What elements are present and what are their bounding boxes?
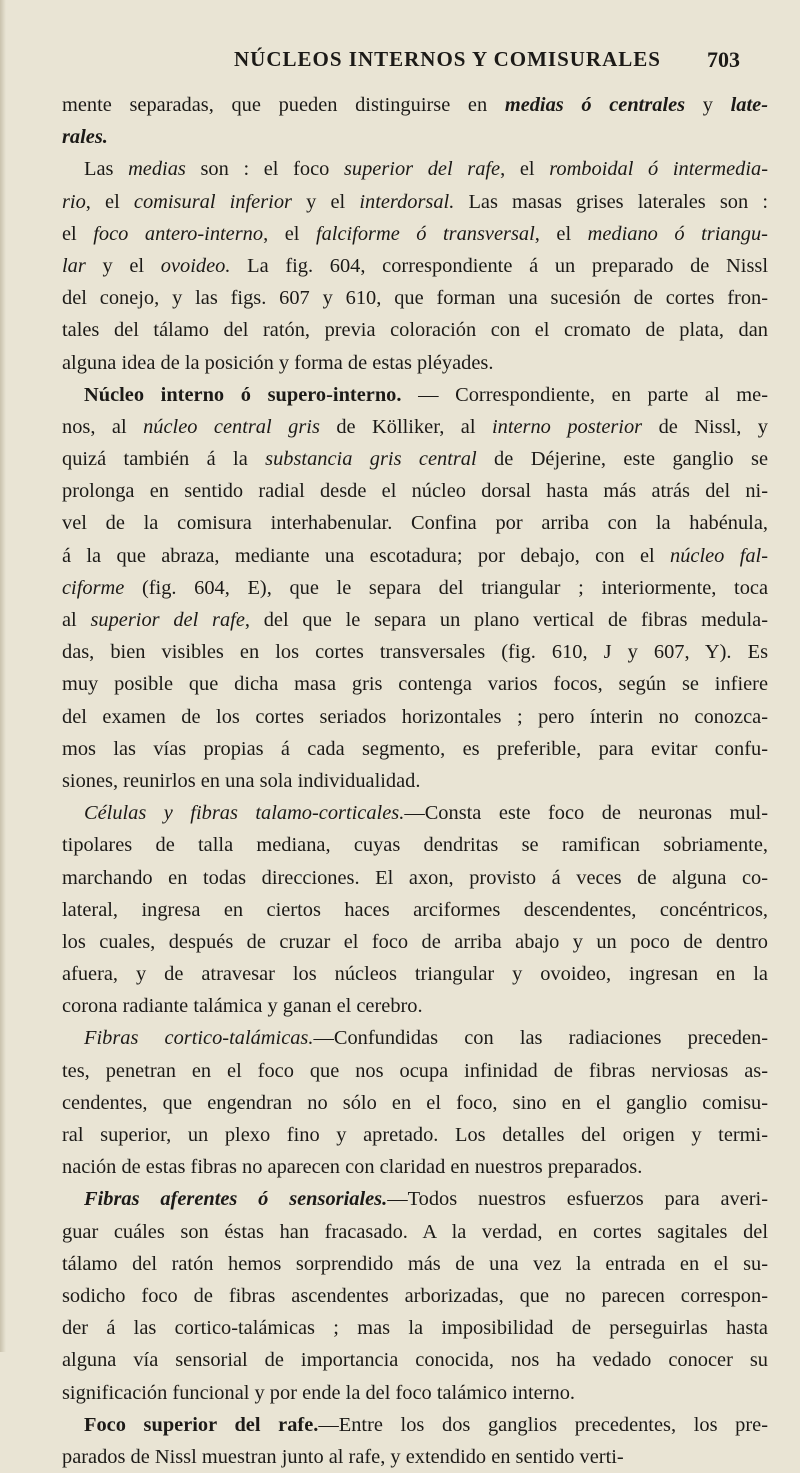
- text-run: cendentes, que engendran no sólo en el foco, sino en el ganglio comisu-: [62, 1091, 768, 1114]
- italic-run: ciforme: [62, 576, 125, 599]
- text-run: , el: [263, 222, 316, 245]
- text-run: La fig. 604, correspondiente á un preparado de Nissl: [230, 254, 768, 277]
- text-run: alguna vía sensorial de importancia conocida, nos ha vedado conocer su: [62, 1349, 768, 1372]
- text-line: [62, 1280, 768, 1312]
- body-text: [62, 89, 768, 1473]
- text-line: [62, 572, 768, 604]
- text-line: [62, 89, 768, 121]
- italic-run: lar: [62, 254, 86, 277]
- text-run: alguna idea de la posición y forma de estas pléyades.: [62, 351, 494, 374]
- text-run: corona radiante talámica y ganan el cerebro.: [62, 995, 423, 1018]
- text-line: [62, 894, 768, 926]
- bold-run: Núcleo interno ó supero-interno.: [84, 383, 402, 406]
- text-line: [62, 1216, 768, 1248]
- text-run: al: [62, 609, 91, 631]
- text-run: tálamo del ratón hemos sorprendido más de una vez la entrada en el su-: [62, 1252, 768, 1275]
- text-run: á la que abraza, mediante una escotadura; por debajo, con el: [62, 544, 670, 567]
- text-run: muy posible que dicha masa gris contenga varios focos, según se infiere: [62, 673, 768, 696]
- text-run: y: [685, 94, 731, 116]
- italic-run: interno posterior: [491, 415, 643, 438]
- text-run: , del que le separa un plano vertical de fibras medula-: [244, 609, 768, 631]
- text-line: [62, 701, 768, 733]
- text-line: [62, 1087, 768, 1119]
- text-run: nación de estas fibras no aparecen con claridad en nuestros preparados.: [62, 1156, 643, 1179]
- text-line: [62, 668, 768, 700]
- text-run: quizá también á la: [62, 448, 266, 471]
- text-run: tales del tálamo del ratón, previa coloración con el cromato de plata, dan: [62, 319, 768, 342]
- text-line: [62, 282, 768, 314]
- text-line: [62, 1441, 768, 1473]
- italic-run: substancia gris central: [265, 448, 477, 471]
- italic-run: superior del rafe: [90, 609, 245, 631]
- text-run: parados de Nissl muestran junto al rafe, y extendido en sentido verti-: [62, 1445, 624, 1468]
- bold-run: Fibras aferentes ó sensoriales.: [84, 1188, 388, 1211]
- text-line: [62, 797, 768, 829]
- italic-run: núcleo fal-: [670, 544, 769, 567]
- italic-run: romboidal ó intermedia-: [549, 158, 769, 181]
- text-line: [62, 1022, 768, 1054]
- text-line: [62, 1248, 768, 1280]
- text-run: ral superior, un plexo fino y apretado. Los detalles del origen y termi-: [62, 1124, 768, 1146]
- text-line: [62, 121, 768, 153]
- page-number: 703: [707, 47, 740, 72]
- text-run: significación funcional y por ende la del foco talámico interno.: [62, 1381, 575, 1404]
- text-run: y el: [85, 254, 161, 277]
- text-run: —Todos nuestros esfuerzos para averi-: [387, 1188, 769, 1211]
- text-line: [62, 1344, 768, 1376]
- text-line: [62, 990, 768, 1022]
- text-run: siones, reunirlos en una sola individualidad.: [62, 769, 421, 792]
- text-line: [62, 1151, 768, 1183]
- italic-run: mediano ó triangu-: [587, 222, 768, 245]
- running-head: [0, 47, 800, 77]
- text-line: [62, 1119, 768, 1151]
- text-run: afuera, y de atravesar los núcleos triangular y ovoideo, ingresan en la: [62, 963, 768, 986]
- text-line: [62, 250, 768, 282]
- text-line: [62, 1409, 768, 1441]
- text-run: — Correspondiente, en parte al me-: [401, 383, 768, 406]
- italic-run: comisural inferior: [133, 190, 292, 213]
- text-run: vel de la comisura interhabenular. Confina por arriba con la habénula,: [62, 512, 768, 535]
- italic-run: falciforme ó transversal: [315, 222, 535, 245]
- text-line: [62, 958, 768, 990]
- text-run: tes, penetran en el foco que nos ocupa infinidad de fibras nerviosas as-: [62, 1059, 768, 1082]
- text-run: der á las cortico-talámicas ; mas la imposibilidad de perseguirlas hasta: [62, 1317, 768, 1340]
- text-line: [62, 1312, 768, 1344]
- text-line: [62, 347, 768, 379]
- text-line: [62, 862, 768, 894]
- page-edge-shadow: [0, 0, 6, 1352]
- italic-run: núcleo central gris: [143, 415, 320, 438]
- text-line: [62, 379, 768, 411]
- text-run: del conejo, y las figs. 607 y 610, que forman una sucesión de cortes fron-: [62, 287, 768, 310]
- text-run: mos las vías propias á cada segmento, es preferible, para evitar confu-: [62, 737, 768, 760]
- text-run: (fig. 604, E), que le separa del triangular ; interiormente, toca: [124, 576, 768, 599]
- text-line: [62, 1055, 768, 1087]
- text-run: , el: [500, 158, 550, 181]
- running-title: NÚCLEOS INTERNOS Y COMISURALES: [234, 47, 661, 71]
- text-line: [62, 186, 768, 218]
- bold-run: rales.: [62, 126, 108, 149]
- text-line: [62, 314, 768, 346]
- text-run: Las masas grises laterales son :: [454, 190, 768, 213]
- text-run: nos, al: [62, 415, 144, 438]
- text-run: prolonga en sentido radial desde el núcleo dorsal hasta más atrás del ni-: [62, 480, 768, 503]
- text-line: [62, 1377, 768, 1409]
- text-run: mente separadas, que pueden distinguirse en: [62, 94, 505, 116]
- text-run: marchando en todas direcciones. El axon, provisto á veces de alguna co-: [62, 866, 768, 889]
- text-run: el: [62, 222, 94, 245]
- text-run: los cuales, después de cruzar el foco de arriba abajo y un poco de dentro: [62, 930, 768, 953]
- text-run: de Déjerine, este ganglio se: [476, 448, 769, 471]
- text-run: , el: [534, 222, 588, 245]
- text-line: [62, 218, 768, 250]
- text-line: [62, 1183, 768, 1215]
- text-line: [62, 765, 768, 797]
- text-run: tipolares de talla mediana, cuyas dendritas se ramifican sobriamente,: [62, 834, 768, 857]
- text-run: —Entre los dos ganglios precedentes, los pre-: [318, 1413, 768, 1436]
- text-run: guar cuáles son éstas han fracasado. A la verdad, en cortes sagitales del: [62, 1220, 768, 1243]
- bold-run: Foco superior del rafe.: [84, 1413, 319, 1436]
- text-line: [62, 636, 768, 668]
- italic-run: foco antero-interno: [93, 222, 264, 245]
- text-line: [62, 153, 768, 185]
- italic-run: Células y fibras talamo-corticales.: [84, 802, 405, 825]
- text-line: [62, 733, 768, 765]
- text-run: lateral, ingresa en ciertos haces arciformes descendentes, concéntricos,: [62, 898, 768, 921]
- text-line: [62, 829, 768, 861]
- text-line: [62, 507, 768, 539]
- text-run: de Kölliker, al: [319, 415, 492, 438]
- italic-run: ovoideo.: [160, 254, 231, 277]
- text-line: [62, 475, 768, 507]
- text-line: [62, 540, 768, 572]
- bold-run: late-: [730, 94, 769, 116]
- text-run: —Confundidas con las radiaciones preceden-: [313, 1027, 768, 1050]
- italic-run: rio: [62, 190, 86, 213]
- text-line: [62, 411, 768, 443]
- text-line: [62, 443, 768, 475]
- text-line: [62, 926, 768, 958]
- italic-run: interdorsal.: [359, 190, 455, 213]
- text-run: del examen de los cortes seriados horizontales ; pero ínterin no conozca-: [62, 705, 768, 728]
- text-run: —Consta este foco de neuronas mul-: [404, 802, 768, 825]
- text-run: y el: [291, 190, 360, 213]
- bold-run: medias ó centrales: [504, 94, 686, 116]
- text-line: [62, 604, 768, 636]
- italic-run: medias: [128, 158, 186, 181]
- text-run: , el: [85, 190, 134, 213]
- italic-run: superior del rafe: [343, 158, 501, 181]
- text-run: Las: [84, 158, 129, 181]
- text-run: son : el foco: [185, 158, 344, 181]
- italic-run: Fibras cortico-talámicas.: [84, 1027, 314, 1050]
- text-run: sodicho foco de fibras ascendentes arborizadas, que no parecen correspon-: [62, 1284, 768, 1307]
- text-run: das, bien visibles en los cortes transversales (fig. 610, J y 607, Y). Es: [62, 641, 768, 664]
- text-run: de Nissl, y: [642, 415, 768, 438]
